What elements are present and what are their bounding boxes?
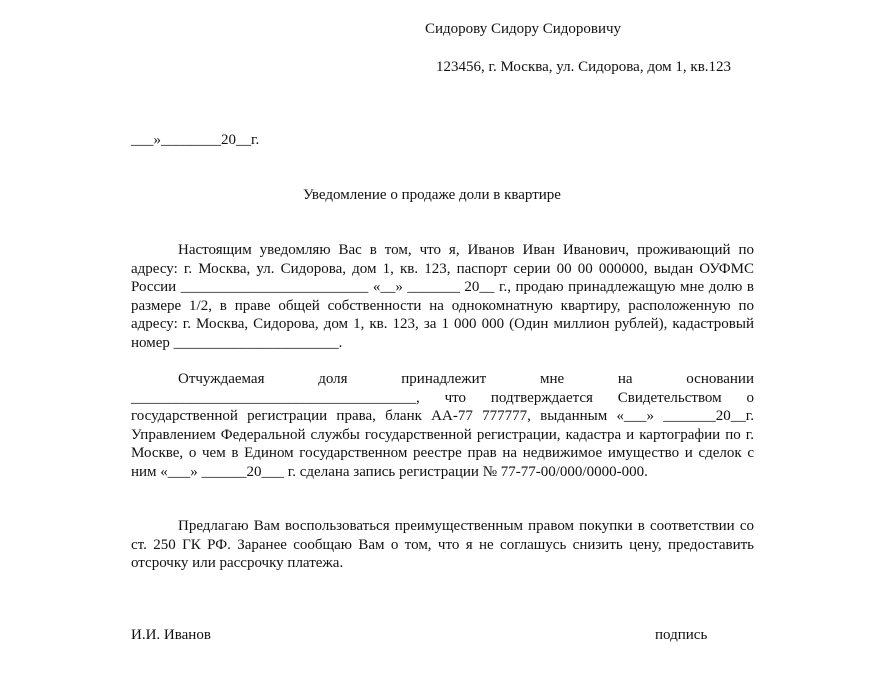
- recipient-name: Сидорову Сидору Сидоровичу: [425, 21, 622, 37]
- paragraph-1-text: Настоящим уведомляю Вас в том, что я, Иванов Иван Иванович, проживающий по адресу: г. Москва, ул. Сидорова, дом 1, кв. 123, паспорт серии 00 00 000000, выдан ОУФМС России _________________________ «__» _______ 20__ г., продаю принадлежащую мне долю в размере 1/2, в праве общей собственности на однокомнатную квартиру, расположенную по адресу: г. Москва, Сидорова, дом 1, кв. 123, за 1 000 000 (Один миллион рублей), кадастровый номер ______________________.: [131, 242, 754, 351]
- paragraph-2-text: Отчуждаемая доля принадлежит мне на основании ______________________________________, что подтверждается Свидетельством о государственной регистрации права, бланк АА-77 777777, выданным «___» _______20__г. Управлением Федеральной службы государственной регистрации, кадастра и картографии по г. Москве, о чем в Едином государственном реестре прав на недвижимое имущество и сделок с ним «___» ______20___ г. сделана запись регистрации № 77-77-00/000/0000-000.: [131, 371, 754, 480]
- paragraph-3-text: Предлагаю Вам воспользоваться преимущественным правом покупки в соответствии со ст. 250 ГК РФ. Заранее сообщаю Вам о том, что я не соглашусь снизить цену, предоставить отсрочку или рассрочку платежа.: [131, 518, 754, 572]
- date-line: ___»________20__г.: [131, 132, 260, 148]
- paragraph-3: [131, 517, 754, 573]
- signature-name: И.И. Иванов: [131, 627, 211, 643]
- document-title: Уведомление о продаже доли в квартире: [303, 187, 561, 203]
- paragraph-2: [131, 370, 754, 482]
- recipient-address: 123456, г. Москва, ул. Сидорова, дом 1, кв.123: [436, 59, 732, 75]
- paragraph-1: [131, 241, 754, 353]
- signature-label: подпись: [655, 627, 708, 643]
